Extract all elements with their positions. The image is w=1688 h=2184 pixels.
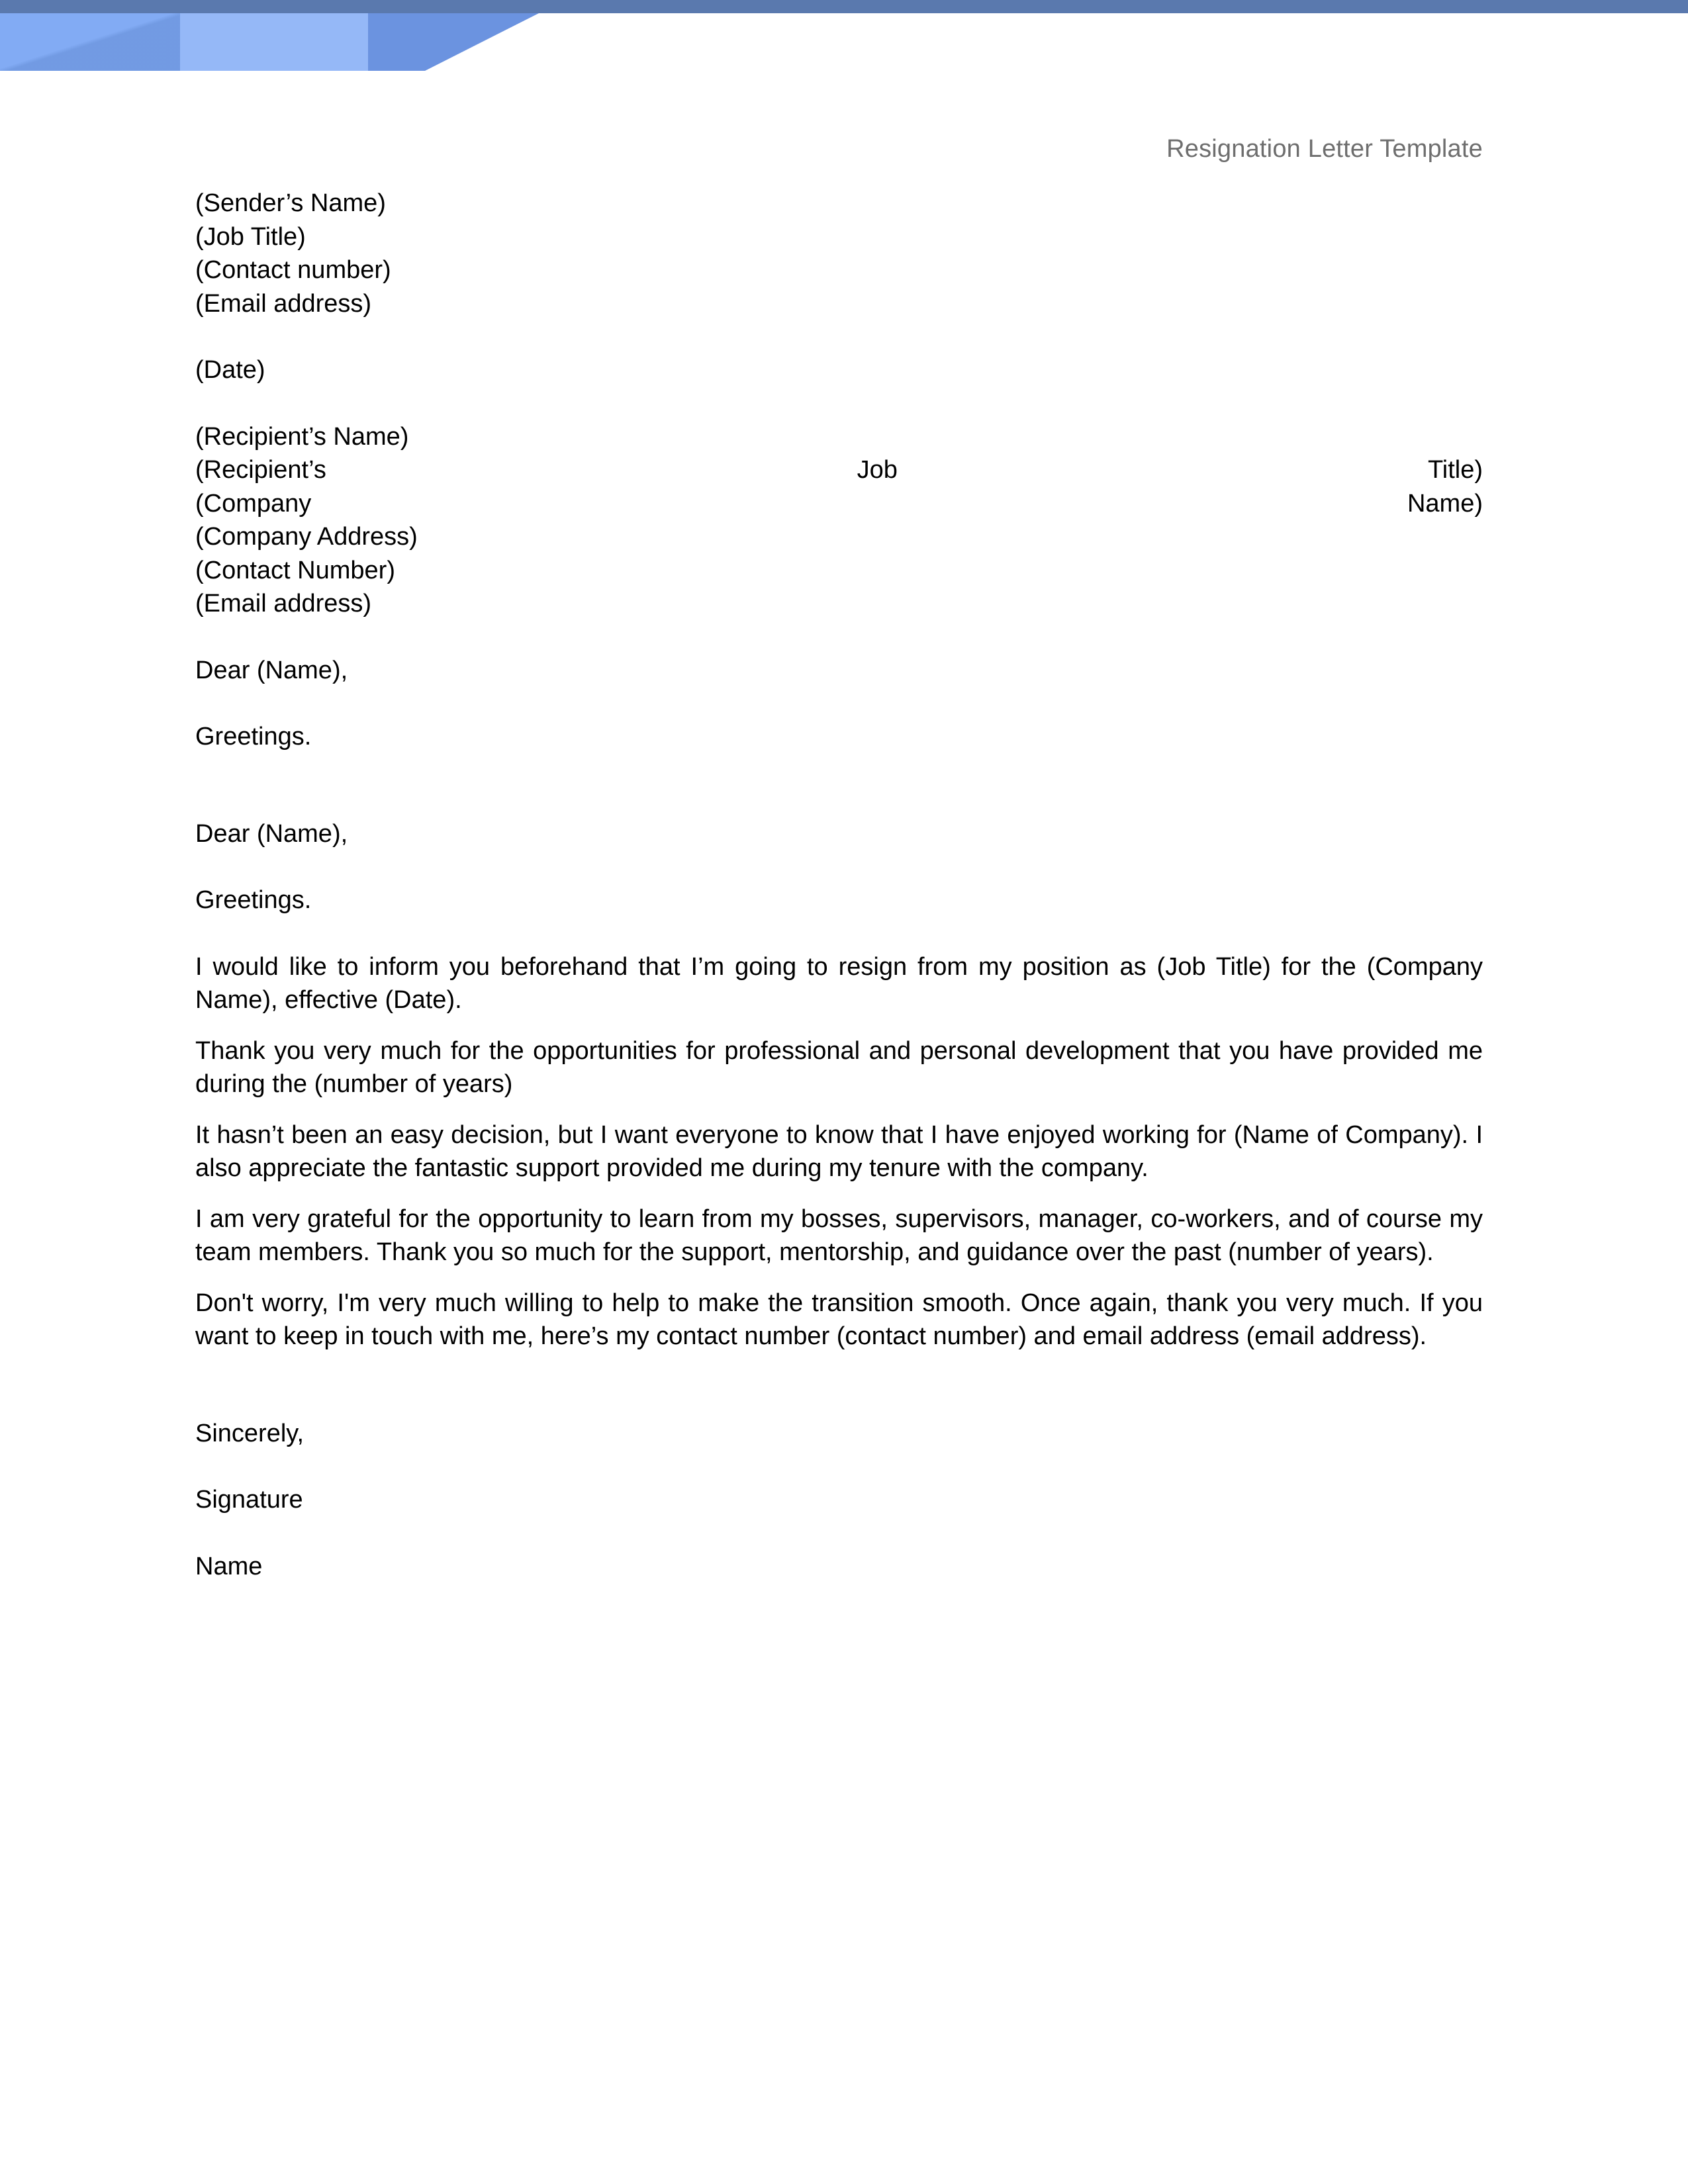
recipient-contact-line: (Contact Number) <box>195 556 395 584</box>
body-paragraph: Thank you very much for the opportunities for professional and personal development that you have provided me during the (number of years) <box>195 1036 1483 1098</box>
closing-signature: Signature <box>195 1486 303 1514</box>
header-left-block-shadow <box>0 13 180 71</box>
recipient-company-left: (Company <box>195 489 312 518</box>
spacer-salutation-second <box>195 850 1483 884</box>
spacer-after-date <box>195 387 1483 420</box>
header-middle-block <box>180 13 369 71</box>
salutation-second-greeting: Dear (Name), <box>195 819 348 848</box>
spacer-before-closing <box>195 1353 1483 1417</box>
sender-address-block <box>195 187 1483 320</box>
body-paragraph: I would like to inform you beforehand that I’m going to resign from my position as (Job Title) for the (Company Name), effective (Date). <box>195 952 1483 1014</box>
sender-job-title-line: (Job Title) <box>195 222 306 251</box>
sender-contact-line: (Contact number) <box>195 256 391 284</box>
letter-body <box>195 187 1483 1583</box>
salutation-first-greeting: Dear (Name), <box>195 656 348 684</box>
sender-email-line: (Email address) <box>195 289 372 318</box>
header-triangle-shape <box>368 13 539 71</box>
header-right-triangle <box>368 13 539 71</box>
closing-sincerely: Sincerely, <box>195 1419 305 1447</box>
body-paragraph: It hasn’t been an easy decision, but I want everyone to know that I have enjoyed working for (Name of Company). I also appreciate the fantastic support provided me during my tenure with the company. <box>195 1120 1483 1182</box>
recipient-job-title-center: Job <box>857 456 898 484</box>
header-top-bar <box>0 0 1688 13</box>
spacer-before-body <box>195 917 1483 950</box>
recipient-job-title-line <box>195 453 1483 487</box>
recipient-email-line: (Email address) <box>195 590 372 617</box>
body-paragraph: Don't worry, I'm very much willing to help to make the transition smooth. Once again, thank you very much. If you want to keep in touch with me, here’s my contact number (contact number) and email address (email address). <box>195 1289 1483 1350</box>
document-title: Resignation Letter Template <box>1166 135 1483 163</box>
recipient-address-block <box>195 420 1483 621</box>
recipient-job-title-left: (Recipient’s <box>195 456 326 484</box>
recipient-company-right: Name) <box>1407 489 1483 518</box>
salutation-second-greetings: Greetings. <box>195 886 312 914</box>
recipient-company-address-line: (Company Address) <box>195 523 418 551</box>
spacer-after-signature <box>195 1517 1483 1550</box>
recipient-name-line: (Recipient’s Name) <box>195 422 409 451</box>
spacer-salutation-first <box>195 687 1483 720</box>
body-paragraph: I am very grateful for the opportunity to learn from my bosses, supervisors, manager, co-workers, and of course my team members. Thank you so much for the support, mentorship, and guidance over the past (number of years). <box>195 1205 1483 1266</box>
salutation-first-greetings: Greetings. <box>195 723 312 751</box>
closing-name: Name <box>195 1552 263 1580</box>
spacer-after-sender <box>195 320 1483 353</box>
header-decoration <box>0 0 1688 86</box>
recipient-company-line <box>195 487 1483 521</box>
spacer-after-recipient <box>195 621 1483 654</box>
sender-name-line: (Sender’s Name) <box>195 189 386 217</box>
date-line: (Date) <box>195 356 265 384</box>
spacer-between-salutations <box>195 754 1483 817</box>
recipient-job-title-right: Title) <box>1427 456 1483 484</box>
spacer-after-sincerely <box>195 1450 1483 1483</box>
